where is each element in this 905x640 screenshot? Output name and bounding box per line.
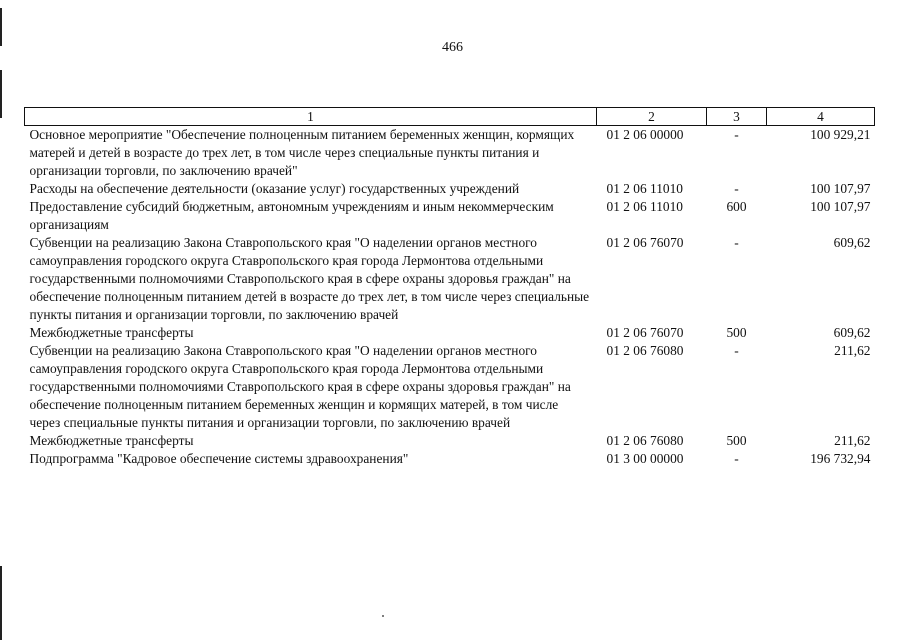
- row-amount: 100 929,21: [810, 127, 871, 142]
- table-row: [25, 450, 875, 468]
- row-expense-type: 500: [726, 325, 747, 340]
- row-amount: 211,62: [834, 433, 871, 448]
- table-row: [25, 432, 875, 450]
- row-name: Субвенции на реализацию Закона Ставропольского края "О наделении органов местного самоуправления городского округа Ставропольского края города Лермонтова отдельными государственными полномочиями Ставропольского края в сфере охраны здоровья граждан" на обеспечение полноценным питанием беременных женщин и кормящих матерей, в том числе через специальные пункты питания и организации торговли, по заключению врачей: [29, 343, 571, 430]
- row-name: Основное мероприятие "Обеспечение полноценным питанием беременных женщин, кормящих матерей и детей в возрасте до трех лет, в том числе через специальные пункты питания и организации торговли, по заключению врачей": [29, 127, 575, 178]
- row-name: Субвенции на реализацию Закона Ставропольского края "О наделении органов местного самоуправления городского округа Ставропольского края города Лермонтова отдельными государственными полномочиями Ставропольского края в сфере охраны здоровья граждан" на обеспечение полноценным питанием детей в возрасте до трех лет, в том числе через специальные пункты питания и организации торговли, по заключению врачей: [29, 235, 590, 322]
- row-code: 01 2 06 11010: [606, 181, 683, 196]
- row-code: 01 2 06 00000: [606, 127, 684, 142]
- budget-table: [24, 107, 875, 468]
- row-amount: 100 107,97: [810, 181, 871, 196]
- row-code: 01 2 06 76080: [606, 343, 684, 358]
- page-number: 466: [442, 40, 463, 55]
- row-name: Расходы на обеспечение деятельности (оказание услуг) государственных учреждений: [29, 181, 520, 196]
- header-col-2: 2: [597, 108, 707, 126]
- header-col-3: 3: [707, 108, 767, 126]
- row-expense-type: -: [734, 451, 739, 466]
- row-amount: 196 732,94: [810, 451, 871, 466]
- table-row: [25, 126, 875, 181]
- row-name: Предоставление субсидий бюджетным, автономным учреждениям и иным некоммерческим организациям: [29, 199, 554, 232]
- table-row: [25, 234, 875, 324]
- row-amount: 211,62: [834, 343, 871, 358]
- header-col-1: 1: [25, 108, 597, 126]
- row-code: 01 2 06 76070: [606, 325, 684, 340]
- row-amount: 609,62: [833, 235, 871, 250]
- row-code: 01 2 06 11010: [606, 199, 683, 214]
- row-expense-type: -: [734, 235, 739, 250]
- row-amount: 609,62: [833, 325, 871, 340]
- row-amount: 100 107,97: [810, 199, 871, 214]
- table-row: [25, 324, 875, 342]
- row-expense-type: -: [734, 127, 739, 142]
- scan-speck: [382, 615, 384, 617]
- margin-mark-bottom: [0, 566, 2, 640]
- table-row: [25, 198, 875, 234]
- table-row: [25, 180, 875, 198]
- row-expense-type: 500: [726, 433, 747, 448]
- margin-mark-middle: [0, 70, 2, 118]
- row-code: 01 3 00 00000: [606, 451, 684, 466]
- row-name: Межбюджетные трансферты: [29, 325, 194, 340]
- header-col-4: 4: [767, 108, 875, 126]
- table-header-row: [25, 108, 875, 126]
- row-code: 01 2 06 76080: [606, 433, 684, 448]
- row-name: Межбюджетные трансферты: [29, 433, 194, 448]
- table-row: [25, 342, 875, 432]
- row-expense-type: -: [734, 181, 739, 196]
- row-expense-type: -: [734, 343, 739, 358]
- row-code: 01 2 06 76070: [606, 235, 684, 250]
- row-expense-type: 600: [726, 199, 747, 214]
- row-name: Подпрограмма "Кадровое обеспечение системы здравоохранения": [29, 451, 409, 466]
